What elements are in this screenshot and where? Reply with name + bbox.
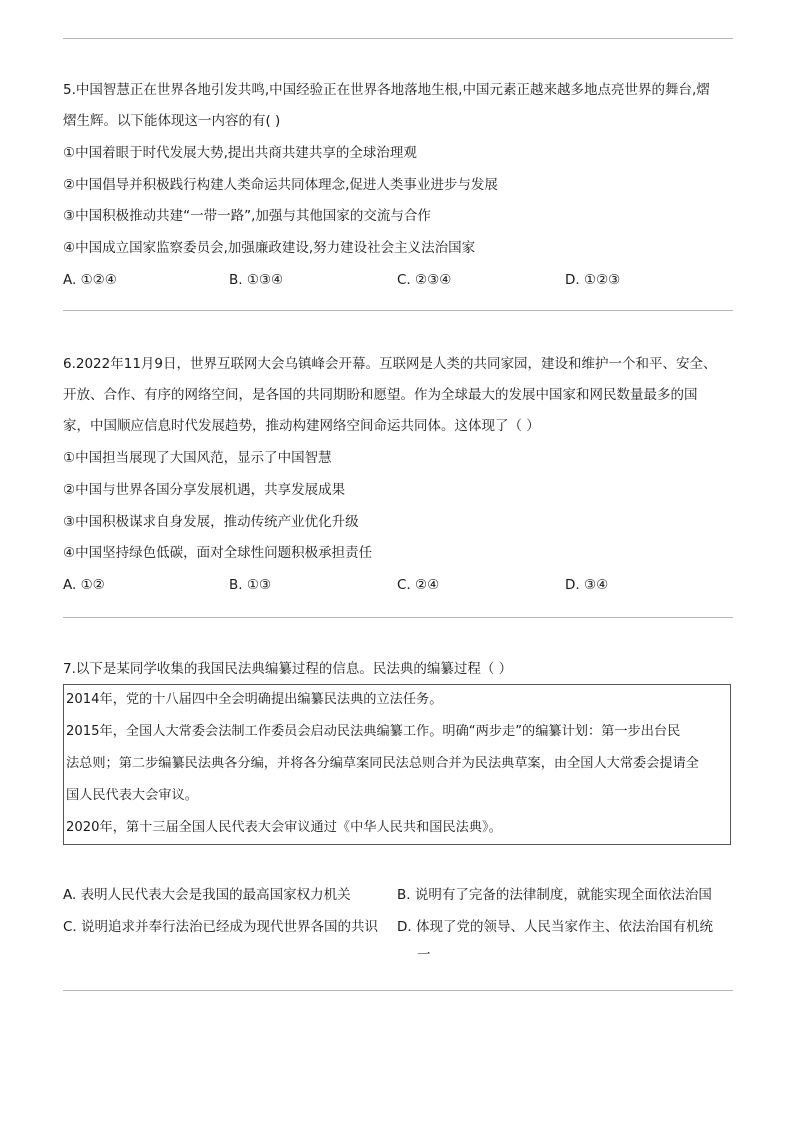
statement-item: ④中国坚持绿色低碳，面对全球性问题积极承担责任 <box>63 545 373 561</box>
material-line: 2020年，第十三届全国人民代表大会审议通过《中华人民共和国民法典》。 <box>66 820 502 835</box>
material-line: 法总则；第二步编纂民法典各分编，并将各分编草案同民法总则合并为民法典草案，由全国人大常委会提请全 <box>66 756 699 771</box>
question-stem-line: 家，中国顺应信息时代发展趋势，推动构建网络空间命运共同体。这体现了（ ） <box>63 418 540 434</box>
option-d[interactable]: D. ③④ <box>565 577 609 593</box>
question-stem-line: 5.中国智慧正在世界各地引发共鸣,中国经验正在世界各地落地生根,中国元素正越来越多地点亮世界的舞台,熠 <box>63 82 710 98</box>
question-stem-line: 6.2022年11月9日，世界互联网大会乌镇峰会开幕。互联网是人类的共同家园，建设和维护一个和平、安全、 <box>63 356 717 372</box>
material-line: 国人民代表大会审议。 <box>66 788 198 803</box>
question-stem-line: 7.以下是某同学收集的我国民法典编纂过程的信息。民法典的编纂过程（ ） <box>63 661 513 677</box>
option-d[interactable]: D. ①②③ <box>565 272 621 288</box>
statement-item: ④中国成立国家监察委员会,加强廉政建设,努力建设社会主义法治国家 <box>63 240 476 256</box>
option-a[interactable]: A. 表明人民代表大会是我国的最高国家权力机关 <box>63 887 351 903</box>
option-b[interactable]: B. ①③④ <box>229 272 284 288</box>
option-b[interactable]: B. ①③ <box>229 577 272 593</box>
bottom-divider <box>63 990 733 991</box>
option-a[interactable]: A. ①② <box>63 577 105 593</box>
divider <box>63 310 733 311</box>
question-stem-line: 开放、合作、有序的网络空间，是各国的共同期盼和愿望。作为全球最大的发展中国家和网民数量最多的国 <box>63 387 698 403</box>
option-c[interactable]: C. ②④ <box>397 577 440 593</box>
option-c[interactable]: C. 说明追求并奉行法治已经成为现代世界各国的共识 <box>63 919 379 935</box>
option-b[interactable]: B. 说明有了完备的法律制度，就能实现全面依法治国 <box>397 887 712 903</box>
option-c[interactable]: C. ②③④ <box>397 272 452 288</box>
statement-item: ①中国担当展现了大国风范，显示了中国智慧 <box>63 450 332 466</box>
statement-item: ③中国积极推动共建“一带一路”,加强与其他国家的交流与合作 <box>63 208 431 224</box>
option-d-continuation: 一 <box>417 947 431 963</box>
divider <box>63 617 733 618</box>
statement-item: ①中国着眼于时代发展大势,提出共商共建共享的全球治理观 <box>63 145 417 161</box>
question-stem-line: 熠生辉。以下能体现这一内容的有( ) <box>63 113 281 129</box>
material-line: 2014年，党的十八届四中全会明确提出编纂民法典的立法任务。 <box>66 692 443 707</box>
statement-item: ③中国积极谋求自身发展，推动传统产业优化升级 <box>63 514 359 530</box>
option-a[interactable]: A. ①②④ <box>63 272 117 288</box>
material-box <box>63 684 731 845</box>
top-divider <box>63 38 733 39</box>
material-line: 2015年，全国人大常委会法制工作委员会启动民法典编纂工作。明确“两步走”的编纂计划：第一步出台民 <box>66 724 681 739</box>
statement-item: ②中国与世界各国分享发展机遇，共享发展成果 <box>63 482 346 498</box>
option-d[interactable]: D. 体现了党的领导、人民当家作主、依法治国有机统 <box>397 919 713 935</box>
statement-item: ②中国倡导并积极践行构建人类命运共同体理念,促进人类事业进步与发展 <box>63 177 498 193</box>
